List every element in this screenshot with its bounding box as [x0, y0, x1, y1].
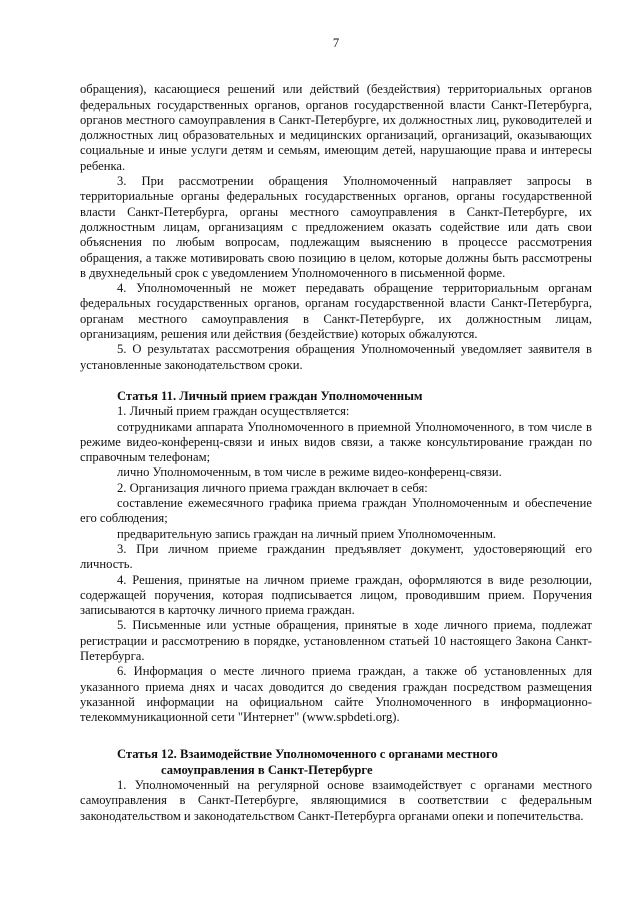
- paragraph: сотрудниками аппарата Уполномоченного в приемной Уполномоченного, в том числе в режиме видео-конференц-связи и иных видов связи, а также консультирование граждан по справочным телефонам;: [80, 419, 592, 465]
- article-12-heading-line2: самоуправления в Санкт-Петербурге: [161, 762, 373, 777]
- paragraph: лично Уполномоченным, в том числе в режиме видео-конференц-связи.: [117, 465, 502, 480]
- page-number: 7: [332, 36, 340, 50]
- paragraph: 4. Решения, принятые на личном приеме граждан, оформляются в виде резолюции, содержащей поручения, которая подписывается лицом, проводившим прием. Поручения записываются в карточку личного приема граждан.: [80, 572, 592, 618]
- paragraph: 3. При рассмотрении обращения Уполномоченный направляет запросы в территориальные органы федеральных государственных органов, органы государственной власти Санкт-Петербурга, органы местного самоуправления в Санкт-Петербурге, их должностным лицам, организациям с предложением оказать содействие или дать свои объяснения по любым вопросам, подлежащим выяснению в процессе рассмотрения обращения, а также мотивировать свою позицию в целом, которые должны быть рассмотрены в двухнедельный срок с уведомлением Уполномоченного в письменной форме.: [80, 174, 592, 280]
- paragraph: 1. Личный прием граждан осуществляется:: [117, 404, 350, 419]
- paragraph: 6. Информация о месте личного приема граждан, а также об установленных для указанного приема днях и часах доводится до сведения граждан посредством размещения указанной информации на официальном сайте Уполномоченного в информационно-телекоммуникационной сети "Интернет" (www.spbdeti.org).: [80, 664, 592, 725]
- paragraph: 2. Организация личного приема граждан включает в себя:: [117, 480, 428, 495]
- paragraph-continuation: обращения), касающиеся решений или действий (бездействия) территориальных органов федеральных государственных органов, органов государственной власти Санкт-Петербурга, органов местного самоуправления в Санкт-Петербурге, их должностных лиц, руководителей и должностных лиц образовательных и медицинских организаций, организаций, оказывающих социальные и иные услуги детям и семьям, имеющим детей, нарушающие права и интересы ребенка.: [80, 82, 592, 173]
- article-11-heading: Статья 11. Личный прием граждан Уполномоченным: [117, 388, 423, 403]
- document-page: [80, 36, 592, 824]
- paragraph: 5. О результатах рассмотрения обращения Уполномоченный уведомляет заявителя в установленные законодательством сроки.: [80, 342, 592, 372]
- paragraph: 1. Уполномоченный на регулярной основе взаимодействует с органами местного самоуправления в Санкт-Петербурге, являющимися в соответствии с федеральным законодательством и законодательством Санкт-Петербурга органами опеки и попечительства.: [80, 778, 592, 823]
- paragraph: 5. Письменные или устные обращения, принятые в ходе личного приема, подлежат регистрации и рассмотрению в порядке, установленном статьей 10 настоящего Закона Санкт-Петербурга.: [80, 618, 592, 663]
- paragraph: 4. Уполномоченный не может передавать обращение территориальным органам федеральных государственных органов, органам государственной власти Санкт-Петербурга, органам местного самоуправления в Санкт-Петербурге, их должностным лицам, организациям, решения или действия (бездействие) которых обжалуются.: [80, 281, 592, 342]
- paragraph: 3. При личном приеме гражданин предъявляет документ, удостоверяющий его личность.: [80, 541, 592, 572]
- article-12-heading: [80, 747, 592, 778]
- paragraph: предварительную запись граждан на личный прием Уполномоченным.: [117, 526, 497, 541]
- article-12-heading-line1: Статья 12. Взаимодействие Уполномоченного с органами местного: [117, 747, 498, 762]
- paragraph: составление ежемесячного графика приема граждан Уполномоченным и обеспечение его соблюдения;: [80, 496, 592, 526]
